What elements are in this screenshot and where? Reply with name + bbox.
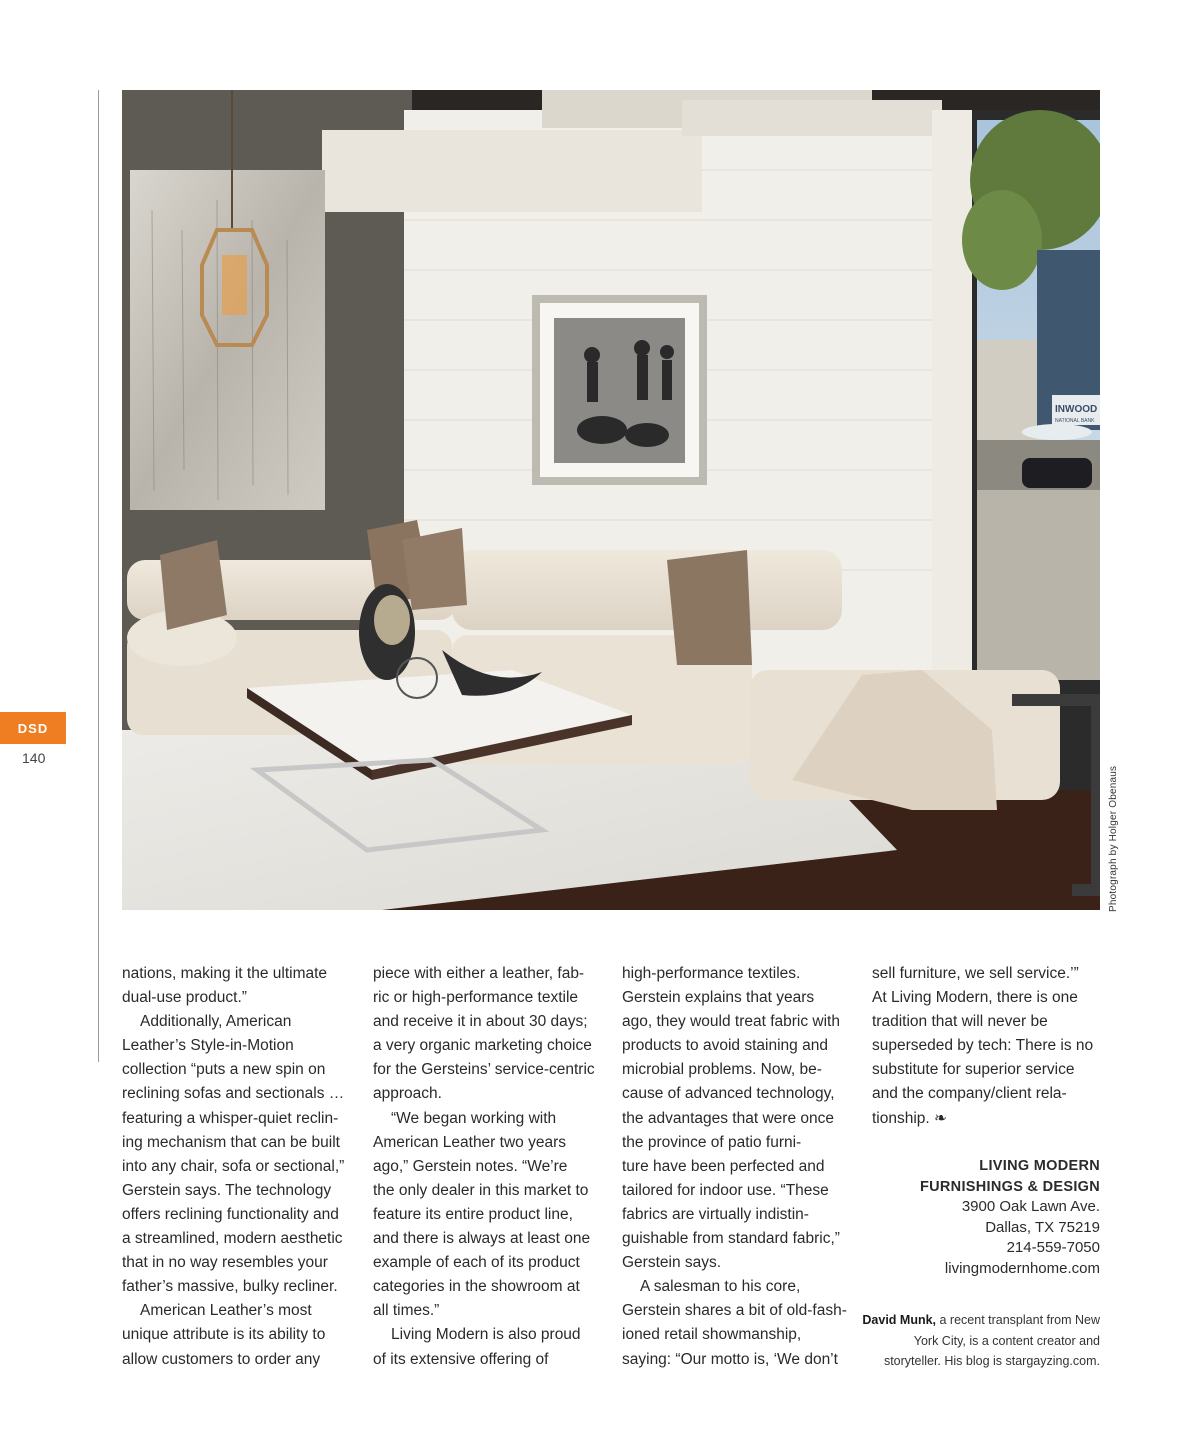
author-bio — [860, 1310, 1100, 1372]
page-number: 140 — [22, 750, 46, 766]
text-line: into any chair, sofa or sectional,” — [122, 1157, 345, 1175]
business-name-line1: LIVING MODERN — [979, 1158, 1100, 1174]
text-line: collection “puts a new spin on — [122, 1061, 326, 1079]
text-line: all times.” — [373, 1302, 440, 1320]
section-tab: DSD — [0, 712, 66, 744]
text-line: ago, they would treat fabric with — [622, 1013, 840, 1031]
text-line: tailored for indoor use. “These — [622, 1181, 829, 1199]
text-line: Living Modern is also proud — [391, 1326, 581, 1344]
left-margin-rule — [98, 90, 99, 1062]
storefront-sign: INWOOD — [1055, 404, 1098, 415]
column-3 — [622, 962, 857, 1372]
text-line: the province of patio furni- — [622, 1133, 802, 1151]
paragraph — [122, 962, 357, 1010]
text-line: and receive it in about 30 days; — [373, 1013, 588, 1031]
text-line: ture have been perfected and — [622, 1157, 825, 1175]
paragraph — [622, 1275, 857, 1371]
business-name-line2: FURNISHINGS & DESIGN — [919, 1178, 1100, 1195]
business-info — [920, 1156, 1100, 1279]
text-line: for the Gersteins’ service-centric — [373, 1061, 595, 1079]
text-line: substitute for superior service — [872, 1061, 1075, 1079]
paragraph — [872, 962, 1107, 1131]
paragraph — [373, 1107, 608, 1324]
text-line: Leather’s Style-in-Motion — [122, 1037, 294, 1055]
text-line: Additionally, American — [140, 1013, 292, 1031]
text-line: “We began working with — [391, 1109, 557, 1127]
text-line: cause of advanced technology, — [622, 1085, 835, 1103]
paragraph — [122, 1010, 357, 1299]
column-1 — [122, 962, 357, 1372]
text-line: A salesman to his core, — [640, 1278, 801, 1296]
text-line: and there is always at least one — [373, 1230, 591, 1248]
text-line: a streamlined, modern aesthetic — [122, 1230, 343, 1248]
text-line: fabrics are virtually indistin- — [622, 1205, 809, 1223]
text-line: superseded by tech: There is no — [872, 1037, 1094, 1055]
storefront-sign-sub: NATIONAL BANK — [1055, 418, 1095, 424]
text-line: American Leather’s most — [140, 1302, 312, 1320]
text-line: allow customers to order any — [122, 1350, 321, 1368]
text-line: example of each of its product — [373, 1254, 580, 1272]
text-line: Gerstein explains that years — [622, 989, 815, 1007]
text-line: feature its entire product line, — [373, 1205, 573, 1223]
photo-credit: Photograph by Holger Obenaus — [1108, 765, 1119, 912]
text-line: of its extensive offering of — [373, 1350, 549, 1368]
text-line: offers reclining functionality and — [122, 1205, 339, 1223]
text-line: At Living Modern, there is one — [872, 989, 1078, 1007]
paragraph — [373, 962, 608, 1107]
business-website: livingmodernhome.com — [944, 1259, 1100, 1277]
text-line: piece with either a leather, fab- — [373, 965, 585, 982]
text-line: Gerstein shares a bit of old-fash- — [622, 1302, 847, 1320]
text-line: nations, making it the ultimate — [122, 965, 328, 982]
business-phone: 214-559-7050 — [1006, 1239, 1100, 1256]
paragraph — [122, 1299, 357, 1371]
text-line: ago,” Gerstein notes. “We’re — [373, 1157, 568, 1175]
text-line: categories in the showroom at — [373, 1278, 580, 1296]
text-line: the only dealer in this market to — [373, 1181, 589, 1199]
text-line: tionship. ❧ — [872, 1109, 948, 1127]
paragraph — [373, 1323, 608, 1371]
text-line: and the company/client rela- — [872, 1085, 1067, 1103]
text-line: high-performance textiles. — [622, 965, 801, 982]
column-2 — [373, 962, 608, 1372]
text-line: ioned retail showmanship, — [622, 1326, 802, 1344]
text-line: approach. — [373, 1085, 442, 1103]
living-room-photo — [122, 90, 1100, 910]
text-line: Gerstein says. The technology — [122, 1181, 332, 1199]
text-line: the advantages that were once — [622, 1109, 834, 1127]
text-line: American Leather two years — [373, 1133, 566, 1151]
text-line: sell furniture, we sell service.’” — [872, 965, 1079, 982]
author-bio-text: a recent transplant from New York City, is a content creator and storyteller. His blog is stargayzing.com. — [883, 1313, 1100, 1368]
text-line: a very organic marketing choice — [373, 1037, 592, 1055]
column-4 — [872, 962, 1107, 1131]
text-line: unique attribute is its ability to — [122, 1326, 326, 1344]
author-name: David Munk, — [862, 1313, 937, 1327]
business-city: Dallas, TX 75219 — [985, 1218, 1100, 1236]
text-line: guishable from standard fabric,” — [622, 1230, 840, 1248]
text-line: reclining sofas and sectionals … — [122, 1085, 345, 1103]
text-line: that in no way resembles your — [122, 1254, 328, 1272]
text-line: Gerstein says. — [622, 1254, 722, 1272]
text-line: dual-use product.” — [122, 989, 247, 1007]
text-line: ing mechanism that can be built — [122, 1133, 340, 1151]
text-line: microbial problems. Now, be- — [622, 1061, 822, 1079]
business-address: 3900 Oak Lawn Ave. — [961, 1198, 1100, 1215]
text-line: ric or high-performance textile — [373, 989, 579, 1007]
text-line: saying: “Our motto is, ‘We don’t — [622, 1350, 838, 1368]
text-line: tradition that will never be — [872, 1013, 1048, 1031]
text-line: products to avoid staining and — [622, 1037, 828, 1055]
text-line: featuring a whisper-quiet reclin- — [122, 1109, 339, 1127]
paragraph — [622, 962, 857, 1275]
text-line: father’s massive, bulky recliner. — [122, 1278, 338, 1296]
